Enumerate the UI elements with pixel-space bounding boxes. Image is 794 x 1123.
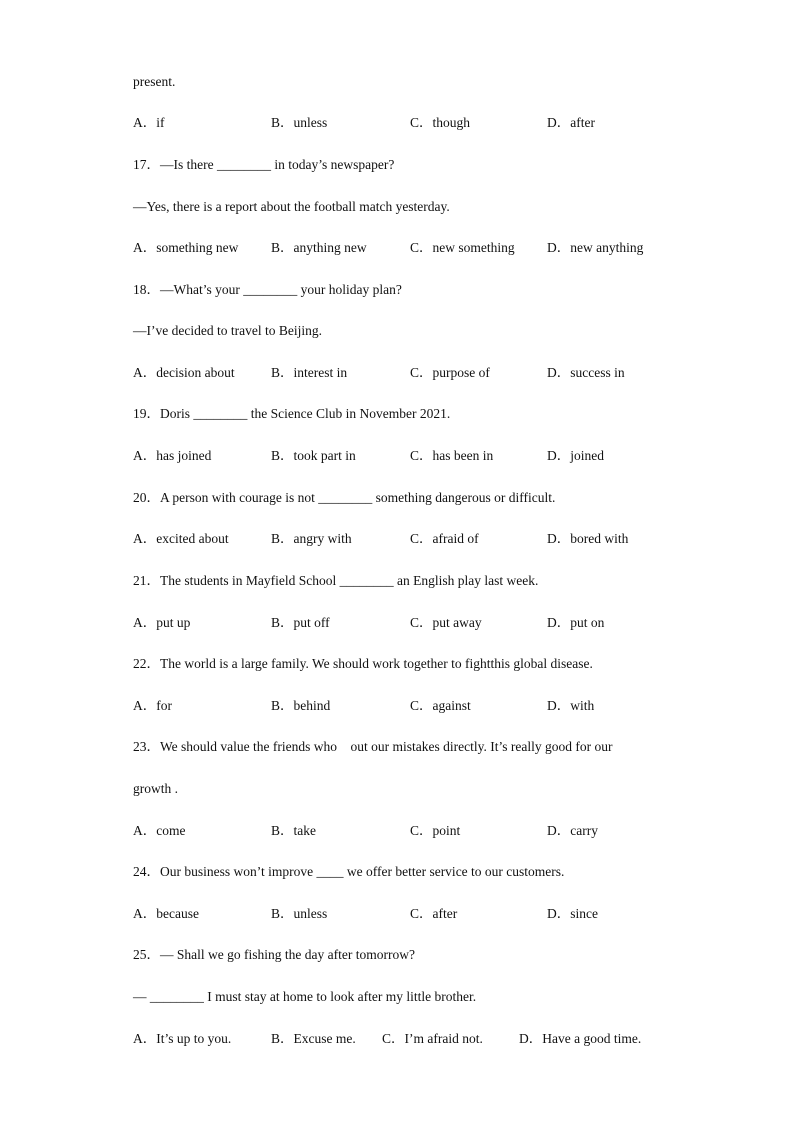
option-a: A．for xyxy=(133,698,172,713)
option-c: C．afraid of xyxy=(410,531,479,546)
question-17-options xyxy=(133,239,673,257)
question-25-line-2: — ________ I must stay at home to look after my little brother. xyxy=(133,989,477,1004)
question-19-options xyxy=(133,447,673,465)
question-24-stem: 24．Our business won’t improve ____ we offer better service to our customers. xyxy=(133,864,565,879)
question-21-stem: 21．The students in Mayfield School ________ an English play last week. xyxy=(133,573,539,588)
option-b: B．unless xyxy=(271,115,328,130)
option-b: B．unless xyxy=(271,906,328,921)
option-b: B．interest in xyxy=(271,365,348,380)
question-21-options xyxy=(133,614,673,632)
option-c: C．though xyxy=(410,115,471,130)
option-d: D．Have a good time. xyxy=(519,1031,642,1046)
option-a: A．put up xyxy=(133,615,191,630)
option-c: C．put away xyxy=(410,615,482,630)
question-19-stem: 19．Doris ________ the Science Club in November 2021. xyxy=(133,406,451,421)
option-c: C．has been in xyxy=(410,448,494,463)
option-a: A．It’s up to you. xyxy=(133,1031,232,1046)
option-b: B．angry with xyxy=(271,531,352,546)
option-a: A．excited about xyxy=(133,531,229,546)
question-17-stem: 17．—Is there ________ in today’s newspaper? xyxy=(133,157,395,172)
question-20-options xyxy=(133,530,673,548)
option-d: D．put on xyxy=(547,615,605,630)
question-22-options xyxy=(133,697,673,715)
option-b: B．Excuse me. xyxy=(271,1031,356,1046)
q16-options xyxy=(133,114,673,132)
option-b: B．took part in xyxy=(271,448,356,463)
option-c: C．I’m afraid not. xyxy=(382,1031,483,1046)
option-a: A．decision about xyxy=(133,365,235,380)
question-22-stem: 22．The world is a large family. We should work together to fightthis global disease. xyxy=(133,656,593,671)
option-d: D．bored with xyxy=(547,531,629,546)
option-d: D．after xyxy=(547,115,595,130)
question-24-options xyxy=(133,905,673,923)
option-d: D．joined xyxy=(547,448,604,463)
option-c: C．new something xyxy=(410,240,515,255)
question-25-stem: 25．— Shall we go fishing the day after tomorrow? xyxy=(133,947,415,962)
option-c: C．purpose of xyxy=(410,365,490,380)
option-c: C．point xyxy=(410,823,461,838)
option-a: A．has joined xyxy=(133,448,212,463)
option-b: B．behind xyxy=(271,698,331,713)
option-d: D．with xyxy=(547,698,595,713)
question-18-options xyxy=(133,364,673,382)
question-17-line-2: —Yes, there is a report about the football match yesterday. xyxy=(133,199,450,214)
option-d: D．since xyxy=(547,906,598,921)
option-d: D．new anything xyxy=(547,240,644,255)
option-a: A．if xyxy=(133,115,165,130)
option-d: D．carry xyxy=(547,823,598,838)
question-23-options xyxy=(133,822,673,840)
question-23-line-2: growth . xyxy=(133,781,178,796)
question-20-stem: 20．A person with courage is not ________ something dangerous or difficult. xyxy=(133,490,556,505)
option-c: C．against xyxy=(410,698,471,713)
option-d: D．success in xyxy=(547,365,625,380)
question-18-line-2: —I’ve decided to travel to Beijing. xyxy=(133,323,322,338)
question-23-stem: 23．We should value the friends who out our mistakes directly. It’s really good for our xyxy=(133,739,613,754)
option-a: A．something new xyxy=(133,240,239,255)
option-c: C．after xyxy=(410,906,458,921)
option-b: B．take xyxy=(271,823,316,838)
option-a: A．because xyxy=(133,906,199,921)
option-b: B．put off xyxy=(271,615,330,630)
option-a: A．come xyxy=(133,823,186,838)
intro-line: present. xyxy=(133,74,176,89)
option-b: B．anything new xyxy=(271,240,367,255)
question-25-options xyxy=(133,1030,673,1048)
question-18-stem: 18．—What’s your ________ your holiday plan? xyxy=(133,282,402,297)
